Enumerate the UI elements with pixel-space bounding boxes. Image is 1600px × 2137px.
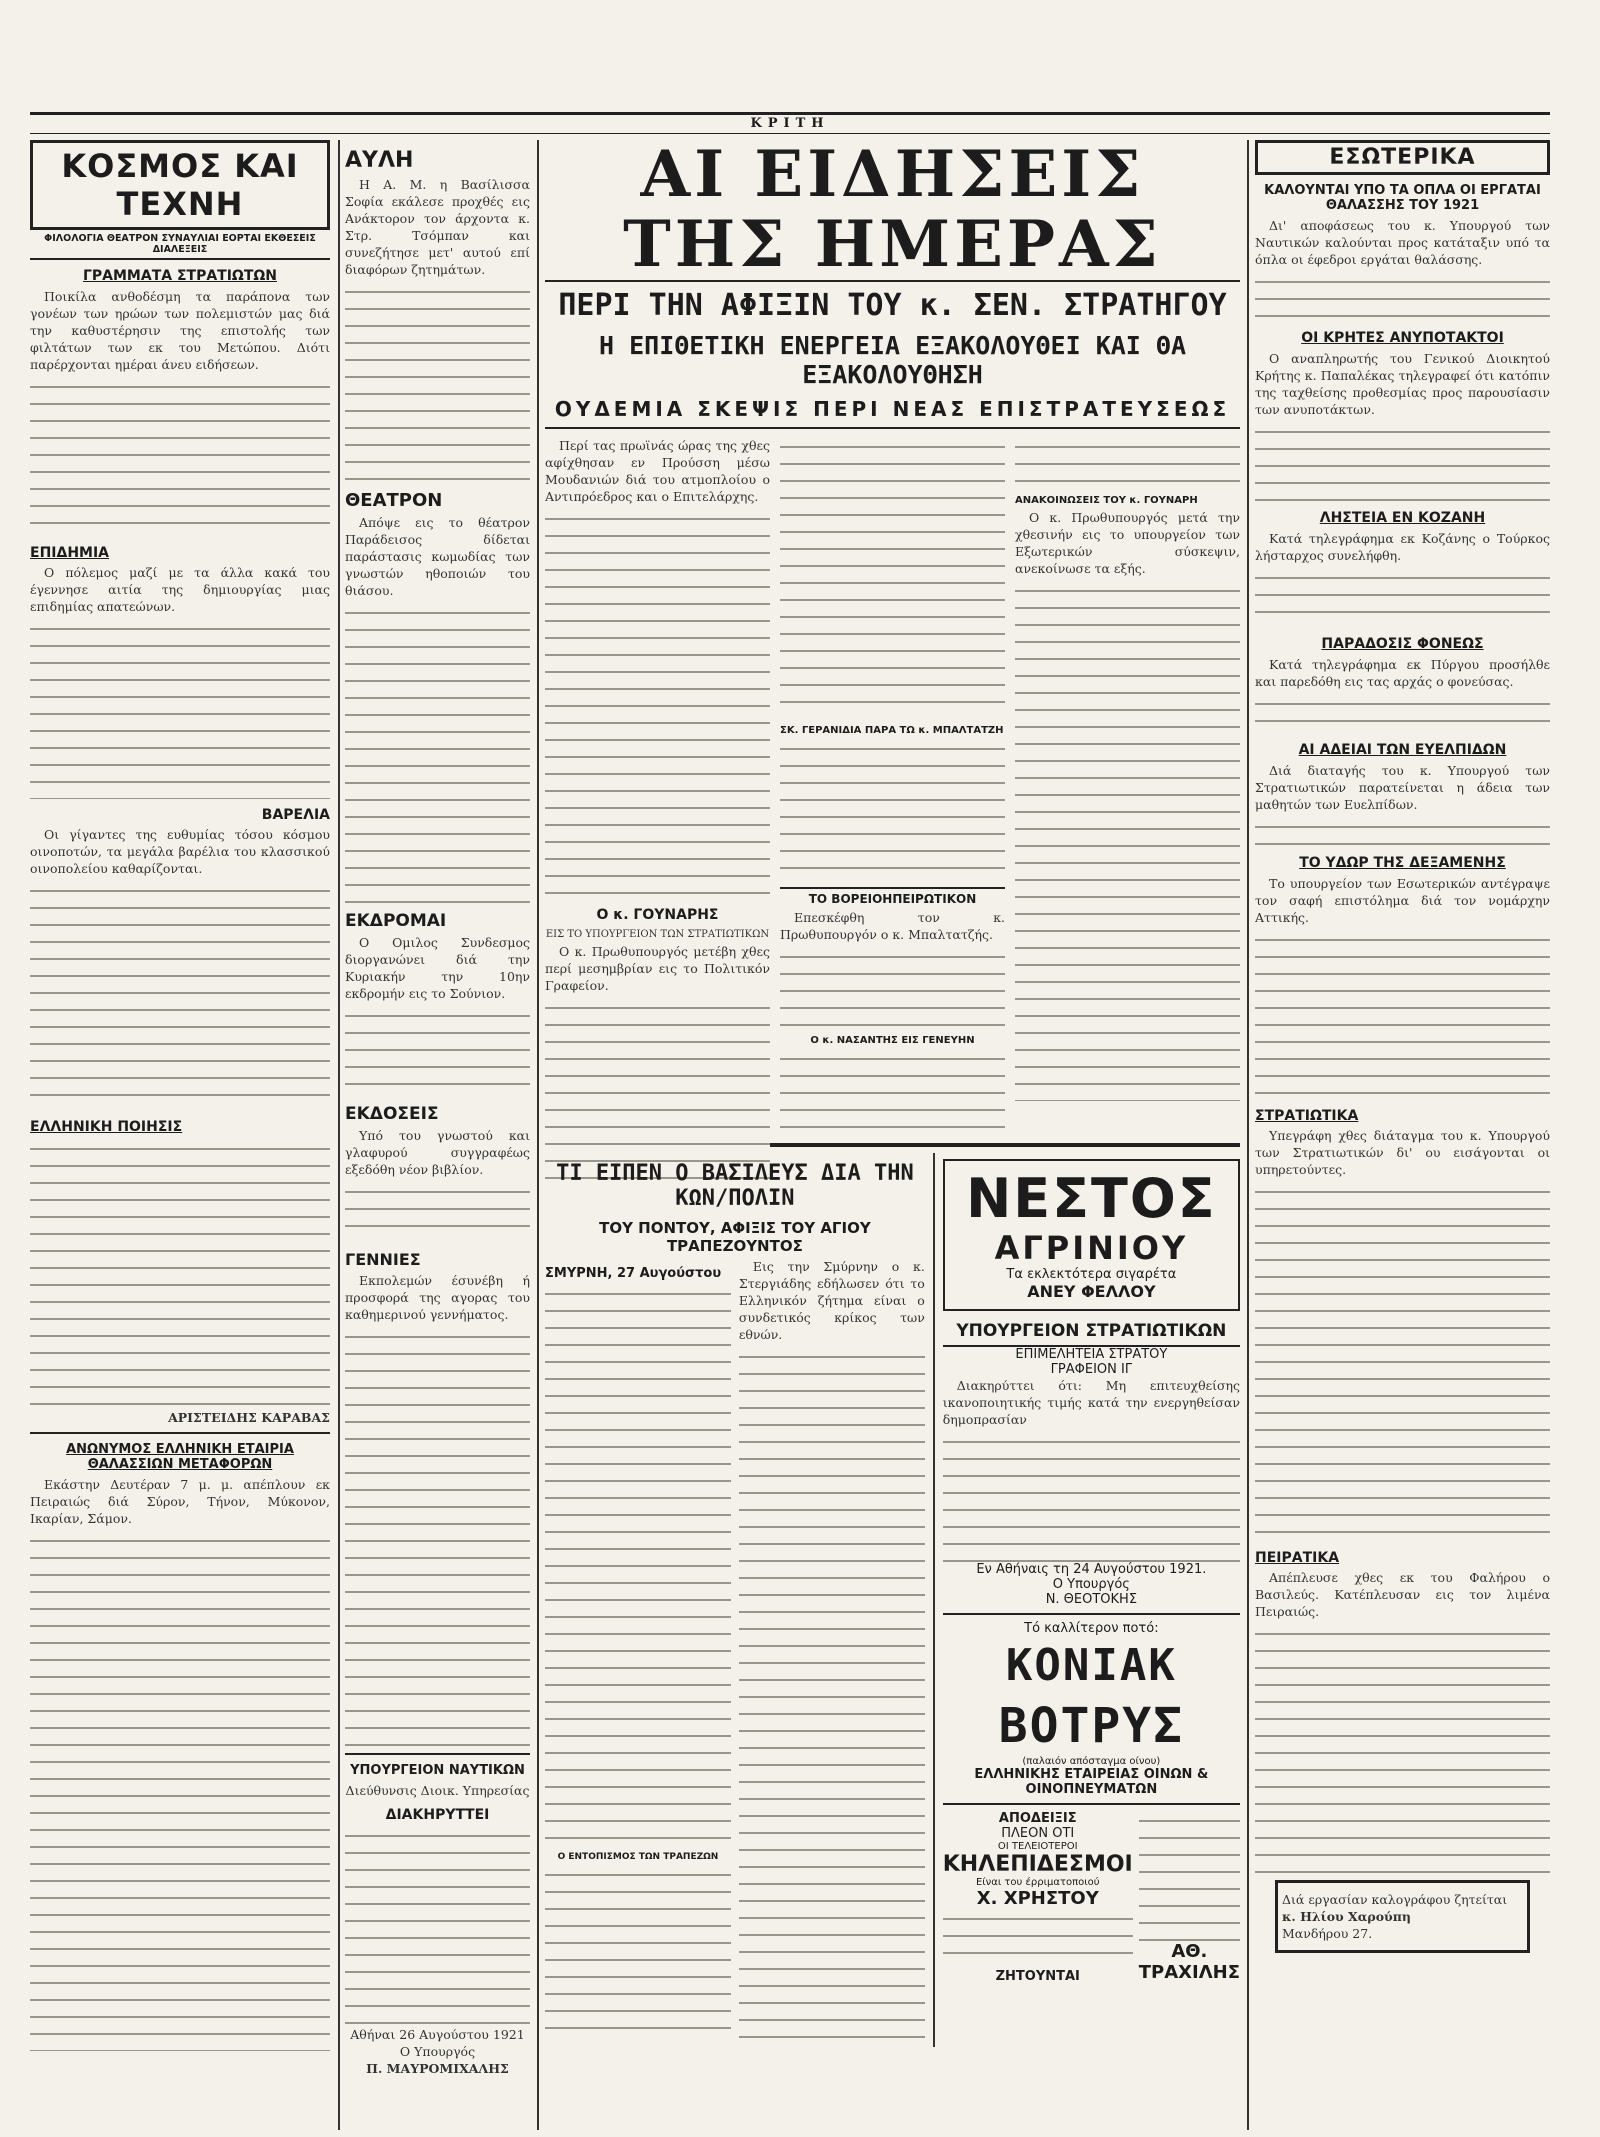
story1-subtitle: Η ΕΠΙΘΕΤΙΚΗ ΕΝΕΡΓΕΙΑ ΕΞΑΚΟΛΟΥΘΕΙ ΚΑΙ ΘΑ ΕΞΑΚΟΛΟΥΘΗΣΗ: [599, 331, 1186, 389]
navy-ministry-label: ΔΙΑΚΗΡΥΤΤΕΙ: [385, 1807, 490, 1823]
body-text-block: [943, 1909, 1133, 1969]
poetry-title: ΕΛΛΗΝΙΚΗ ΠΟΙΗΣΙΣ: [30, 1119, 183, 1135]
esoterika-header: ΕΣΩΤΕΡΙΚΑ: [1255, 140, 1550, 175]
center-column: [545, 140, 1240, 2130]
body-text-block: [345, 1327, 530, 1747]
body-text-block: [780, 947, 1005, 1027]
water-text: Το υπουργείον των Εσωτερικών αντέγραψε τον σαφή επιστόλημα διά τον νομάρχην Αττικής.: [1255, 876, 1550, 925]
story2-title: ΤΙ ΕΙΠΕΝ Ο ΒΑΣΙΛΕΥΣ ΔΙΑ ΤΗΝ ΚΩΝ/ΠΟΛΙΝ: [556, 1161, 914, 1211]
schedule-block: [30, 1531, 330, 2051]
column-rule: [338, 140, 340, 2130]
koniak-title: ΚΟΝΙΑΚ: [1005, 1640, 1177, 1691]
navy-ministry-title: ΥΠΟΥΡΓΕΙΟΝ ΝΑΥΤΙΚΩΝ: [350, 1763, 525, 1778]
body-text-block: [345, 1826, 530, 2026]
body-text-block: [1255, 694, 1550, 734]
barrels-text: Οι γίγαντες της ευθυμίας τόσου κόσμου οινοποτών, τα μεγάλα βαρέλια του κλασσικού οινοπολείου καθαρίζονται.: [30, 827, 330, 876]
ministry-sub2: ΓΡΑΦΕΙΟΝ ΙΓ: [1050, 1362, 1133, 1377]
story1-col-a: [545, 437, 770, 1137]
masthead: ΚΡΙΤΗ: [30, 112, 1550, 134]
koniak-ad: [943, 1621, 1240, 1797]
story1-line: ΟΥΔΕΜΙΑ ΣΚΕΨΙΣ ΠΕΡΙ ΝΕΑΣ ΕΠΙΣΤΡΑΤΕΥΣΕΩΣ: [545, 397, 1240, 429]
desmoi-title: ΚΗΛΕΠΙΔΕΣΜΟΙ: [942, 1852, 1133, 1877]
body-text-block: [545, 1284, 731, 1844]
vorio-text: Επεσκέφθη τον κ. Πρωθυπουργόν ο κ. Μπαλτατζής.: [780, 910, 1005, 942]
births-text: Εκπολεμών έσυνέβη ή προσφορά της αγορας του καθημερινού γεννήματος.: [345, 1273, 530, 1322]
body-text-block: [1255, 930, 1550, 1100]
kozani-text: Κατά τηλεγράφημα εκ Κοζάνης ο Τούρκος λήσταρχος συνελήφθη.: [1255, 531, 1550, 563]
letters-title: ΓΡΑΜΜΑΤΑ ΣΤΡΑΤΙΩΤΩΝ: [82, 268, 277, 284]
body-text-block: [345, 282, 530, 482]
job-name: κ. Ηλίου Χαρούπη: [1282, 1909, 1411, 1924]
crete-text: Ο αναπληρωτής του Γενικού Διοικητού Κρήτης κ. Παπαλέκας τηλεγραφεί ότι κατόπιν της ταχθείσης προθεσμίας προς παρουσίασιν των ανυποτάκτων.: [1255, 351, 1550, 417]
sailors-text: Δι' αποφάσεως του κ. Υπουργού των Ναυτικών καλούνται προς κατάταξιν υπό τα όπλα οι έφεδροι εργάται θαλάσσης.: [1255, 218, 1550, 267]
murderer-text: Κατά τηλεγράφημα εκ Πύργου προσήλθε και παρεδόθη εις τας αρχάς ο φονεύσας.: [1255, 657, 1550, 689]
divider: [30, 1432, 330, 1434]
ministry-role: Ο Υπουργός: [1052, 1577, 1130, 1592]
kosmos-subheader: ΦΙΛΟΛΟΓΙΑ ΘΕΑΤΡΟΝ ΣΥΝΑΥΛΙΑΙ ΕΟΡΤΑΙ ΕΚΘΕΣΕΙΣ ΔΙΑΛΕΞΕΙΣ: [30, 230, 330, 260]
hristou-name: Χ. ΧΡΗΣΤΟΥ: [976, 1888, 1099, 1909]
poem-block: [30, 1139, 330, 1409]
shipping-title: ΑΝΩΝΥΜΟΣ ΕΛΛΗΝΙΚΗ ΕΤΑΙΡΙΑ ΘΑΛΑΣΣΙΩΝ ΜΕΤΑΦΟΡΩΝ: [66, 1442, 294, 1472]
military-title: ΣΤΡΑΤΙΩΤΙΚΑ: [1255, 1108, 1359, 1124]
k-announce-title: ΑΝΑΚΟΙΝΩΣΕΙΣ ΤΟΥ κ. ΓΟΥΝΑΡΗ: [1015, 495, 1198, 506]
body-text-block: [1255, 568, 1550, 628]
job-address: Μανδήρου 27.: [1282, 1926, 1373, 1941]
epidemic-text: Ο πόλεμος μαζί με τα άλλα κακά του έγεννησε αιτία της δημιουργίας μιας επιδημίας απατεώνων.: [30, 565, 330, 614]
barrels-title: ΒΑΡΕΛΙΑ: [261, 807, 330, 823]
body-text-block: [1255, 272, 1550, 322]
ministry-name: Ν. ΘΕΟΤΟΚΗΣ: [1045, 1592, 1138, 1607]
body-text-block: [1015, 581, 1240, 1101]
nestos-ad: [943, 1159, 1240, 1311]
desmoi-ad: [943, 1811, 1133, 1984]
ministry-text: Διακηρύττει ότι: Μη επιτευχθείσης ικανοποιητικής τιμής κατά την ενεργηθείσαν δημοπρασίαν: [942, 1378, 1240, 1427]
story2-col-b: [739, 1258, 925, 2047]
job-box: [1275, 1880, 1530, 1953]
teleioteroi: ΟΙ ΤΕΛΕΙΟΤΕΡΟΙ: [997, 1841, 1078, 1852]
navy-ministry-sub: Διεύθυνσις Διοικ. Υπηρεσίας: [345, 1783, 530, 1798]
gounaris-sub: ΕΙΣ ΤΟ ΥΠΟΥΡΓΕΙΟΝ ΤΩΝ ΣΤΡΑΤΙΩΤΙΚΩΝ: [545, 929, 770, 940]
gounaris-text: Ο κ. Πρωθυπουργός μετέβη χθες περί μεσημβρίαν εις το Πολιτικόν Γραφείον.: [545, 944, 770, 993]
nestos-tag: ΑΝΕΥ ΦΕΛΛΟΥ: [1027, 1282, 1156, 1301]
column-rule: [933, 1153, 935, 2047]
body-text-block: [1255, 422, 1550, 502]
koniak-company: ΕΛΛΗΝΙΚΗΣ ΕΤΑΙΡΕΙΑΣ ΟΙΝΩΝ & ΟΙΝΟΠΝΕΥΜΑΤΩΝ: [974, 1767, 1209, 1797]
story1-text: Περί τας πρωϊνάς ώρας της χθες αφίχθησαν εν Προύσση μέσω Μουδανιών διά του ατμοπλοίου ο Αντιπρόεδρος και ο Επιτελάρχης.: [545, 438, 770, 504]
koniak-note: (παλαιόν απόσταγμα οίνου): [1022, 1756, 1161, 1767]
kozani-title: ΛΗΣΤΕΙΑ ΕΝ ΚΟΖΑΝΗ: [1319, 510, 1486, 526]
letters-text: Ποικίλα ανθοδέσμη τα παράπονα των γονέων των ηρώων των πολεμιστών μας διά την καθυστέρησιν της επιστολής των φιλτάτων των εκ του Μετώπου. Διότι παρέρχονται ημέραι άνευ ειδήσεων.: [30, 289, 330, 372]
body-text-block: [1255, 1624, 1550, 1874]
news-column: [345, 140, 530, 2130]
navy-ministry-role: Ο Υπουργός: [399, 2044, 476, 2059]
koniak-brand: ΒΟΤΡΥΣ: [998, 1698, 1185, 1754]
story2-columns: [545, 1258, 925, 2047]
ministry-title: ΥΠΟΥΡΓΕΙΟΝ ΣΤΡΑΤΙΩΤΙΚΩΝ: [943, 1317, 1240, 1347]
body-text-block: [30, 619, 330, 799]
trax-ad: [1139, 1811, 1240, 1984]
story2-text: Εις την Σμύρνην ο κ. Στεργιάδης εδήλωσεν ότι το Ελληνικόν ζήτημα είναι ο συνδετικός κρίκος των εθνών.: [738, 1259, 925, 1342]
water-title: ΤΟ ΥΔΩΡ ΤΗΣ ΔΕΞΑΜΕΝΗΣ: [1299, 855, 1506, 871]
trax-title: ΑΘ. ΤΡΑΧΙΛΗΣ: [1138, 1941, 1240, 1983]
excursions-text: Ο Ομιλος Συνδεσμος διοργανώνει διά την Κυριακήν την 10ην εκδρομήν εις το Σούνιον.: [345, 935, 530, 1001]
column-rule: [537, 140, 539, 2130]
story1-title: ΠΕΡΙ ΤΗΝ ΑΦΙΞΙΝ ΤΟΥ κ. ΣΕΝ. ΣΤΡΑΤΗΓΟΥ: [558, 288, 1227, 323]
ads-center: [943, 1153, 1240, 2047]
body-text-block: [943, 1432, 1240, 1562]
poem-signature: ΑΡΙΣΤΕΙΔΗΣ ΚΑΡΑΒΑΣ: [168, 1410, 330, 1425]
vorio-title: ΤΟ ΒΟΡΕΙΟΗΠΕΙΡΩΤΙΚΟΝ: [780, 887, 1005, 906]
divider: [943, 1613, 1240, 1615]
main-headline: ΑΙ ΕΙΔΗΣΕΙΣ ΤΗΣ ΗΜΕΡΑΣ: [545, 140, 1240, 282]
piracy-text: Απέπλευσε χθες εκ του Φαλήρου ο Βασιλεύς. Κατέπλευσαν εις τον λιμένα Πειραιώς.: [1255, 1570, 1550, 1619]
body-text-block: [739, 1347, 925, 2047]
body-text-block: [780, 1049, 1005, 1139]
evelpides-text: Διά διαταγής του κ. Υπουργού των Στρατιωτικών παρατείνεται η άδεια των μαθητών των Ευελπίδων.: [1255, 763, 1550, 812]
body-text-block: [30, 377, 330, 537]
theatre-text: Απόψε εις το θέατρον Παράδεισος δίδεται παράστασις κωμωδίας των γνωστών ηθοποιών του θιάσου.: [345, 515, 530, 598]
body-text-block: [780, 437, 1005, 717]
court-text: Η Α. Μ. η Βασίλισσα Σοφία εκάλεσε προχθές εις Ανάκτορον τον άρχοντα κ. Στρ. Τσόμπαν και συνεζήτησε μετ' αυτού επί διαφόρων ζητημάτων.: [345, 177, 530, 277]
body-text-block: [345, 1006, 530, 1096]
nikaia-title: Ο κ. ΝΑΣΑΝΤΗΣ ΕΙΣ ΓΕΝΕΥΗΝ: [810, 1035, 975, 1046]
apodeixi-title: ΑΠΟΔΕΙΞΙΣ: [998, 1811, 1077, 1826]
desmoi-sub: Είναι του έρριματοποιού: [975, 1877, 1100, 1888]
zitountai: ΖΗΤΟΥΝΤΑΙ: [995, 1969, 1080, 1984]
column-rule: [1247, 140, 1249, 2130]
job-text: Διά εργασίαν καλογράφου ζητείται: [1282, 1892, 1508, 1907]
lower-ads: [943, 1811, 1240, 1984]
right-column: [1255, 140, 1550, 2130]
body-text-block: [1139, 1811, 1240, 1941]
nestos-text: Τα εκλεκτότερα σιγαρέτα: [1006, 1267, 1177, 1282]
kmh-title: Ο ΕΝΤΟΠΙΣΜΟΣ ΤΩΝ ΤΡΑΠΕΖΩΝ: [557, 1852, 719, 1862]
piracy-title: ΠΕΙΡΑΤΙΚΑ: [1255, 1550, 1340, 1566]
gounaris-title: Ο κ. ΓΟΥΝΑΡΗΣ: [596, 907, 719, 923]
sailors-title: ΚΑΛΟΥΝΤΑΙ ΥΠΟ ΤΑ ΟΠΛΑ ΟΙ ΕΡΓΑΤΑΙ ΘΑΛΑΣΣΗΣ ΤΟΥ 1921: [1264, 183, 1541, 213]
military-text: Υπεγράφη χθες διάταγμα του κ. Υπουργού των Στρατιωτικών δι' ου εισάγονται οι υπηρετούντες.: [1255, 1128, 1550, 1177]
geranidia-title: ΣΚ. ΓΕΡΑΝΙΔΙΑ ΠΑΡΑ ΤΩ κ. ΜΠΑΛΤΑΤΖΗ: [780, 725, 1004, 736]
story2-col-a: [545, 1258, 731, 2047]
epidemic-title: ΕΠΙΔΗΜΙΑ: [30, 545, 110, 561]
body-text-block: [1015, 437, 1240, 487]
editions-text: Υπό του γνωστού και γλαφυρού συγγραφέως εξεδόθη νέον βιβλίον.: [345, 1128, 530, 1177]
story2-subtitle: ΤΟΥ ΠΟΝΤΟΥ, ΑΦΙΞΙΣ ΤΟΥ ΑΓΙΟΥ ΤΡΑΠΕΖΟΥΝΤΟΣ: [599, 1219, 871, 1255]
body-text-block: [545, 1865, 731, 2035]
navy-ministry-name: Π. ΜΑΥΡΟΜΙΧΑΛΗΣ: [366, 2061, 509, 2076]
apodeixi-sub: ΠΛΕΟΝ ΟΤΙ: [1001, 1826, 1075, 1841]
koniak-pre: Τό καλλίτερον ποτό:: [1024, 1621, 1159, 1636]
shipping-text: Εκάστην Δευτέραν 7 μ. μ. απέπλουν εκ Πειραιώς διά Σύρον, Τήνον, Μύκονον, Ικαρίαν, Σάμον.: [30, 1477, 330, 1526]
court-title: ΑΥΛΗ: [345, 148, 414, 173]
excursions-title: ΕΚΔΡΟΜΑΙ: [345, 911, 447, 931]
kosmos-header: ΚΟΣΜΟΣ ΚΑΙ ΤΕΧΝΗ: [30, 140, 330, 230]
body-text-block: [780, 739, 1005, 879]
story1-col-c: [1015, 437, 1240, 1137]
body-text-block: [30, 881, 330, 1111]
nestos-subtitle: ΑΓΡΙΝΙΟΥ: [994, 1229, 1189, 1267]
ministry-date: Εν Αθήναις τη 24 Αυγούστου 1921.: [976, 1562, 1207, 1577]
story2-dateline: ΣΜΥΡΝΗ, 27 Αυγούστου: [545, 1266, 722, 1281]
births-title: ΓΕΝΝΙΕΣ: [345, 1250, 421, 1269]
ministry-ad: [943, 1317, 1240, 1607]
k-announce-text: Ο κ. Πρωθυπουργός μετά την χθεσινήν εις το υπουργείον των Εξωτερικών σύσκεψιν, ανεκοίνωσε τα εξής.: [1015, 510, 1240, 576]
theatre-title: ΘΕΑΤΡΟΝ: [345, 490, 443, 511]
divider: [345, 1753, 530, 1755]
body-text-block: [345, 1182, 530, 1242]
story2-block: [545, 1153, 925, 2047]
story1-col-b: [780, 437, 1005, 1137]
body-text-block: [545, 509, 770, 899]
story2-area: [545, 1153, 1240, 2047]
murderer-title: ΠΑΡΑΔΟΣΙΣ ΦΟΝΕΩΣ: [1321, 636, 1484, 652]
editions-title: ΕΚΔΟΣΕΙΣ: [345, 1104, 439, 1124]
body-text-block: [1255, 817, 1550, 847]
nestos-title: ΝΕΣΤΟΣ: [966, 1167, 1217, 1230]
crete-title: ΟΙ ΚΡΗΤΕΣ ΑΝΥΠΟΤΑΚΤΟΙ: [1301, 330, 1504, 346]
body-text-block: [345, 603, 530, 903]
evelpides-title: ΑΙ ΑΔΕΙΑΙ ΤΩΝ ΕΥΕΛΠΙΔΩΝ: [1298, 742, 1507, 758]
ministry-sub: ΕΠΙΜΕΛΗΤΕΙΑ ΣΤΡΑΤΟΥ: [1015, 1347, 1168, 1362]
story1-columns: [545, 437, 1240, 1137]
body-text-block: [1255, 1182, 1550, 1542]
left-column: [30, 140, 330, 2130]
navy-ministry-date: Αθήναι 26 Αυγούστου 1921: [350, 2027, 525, 2042]
divider: [943, 1803, 1240, 1805]
